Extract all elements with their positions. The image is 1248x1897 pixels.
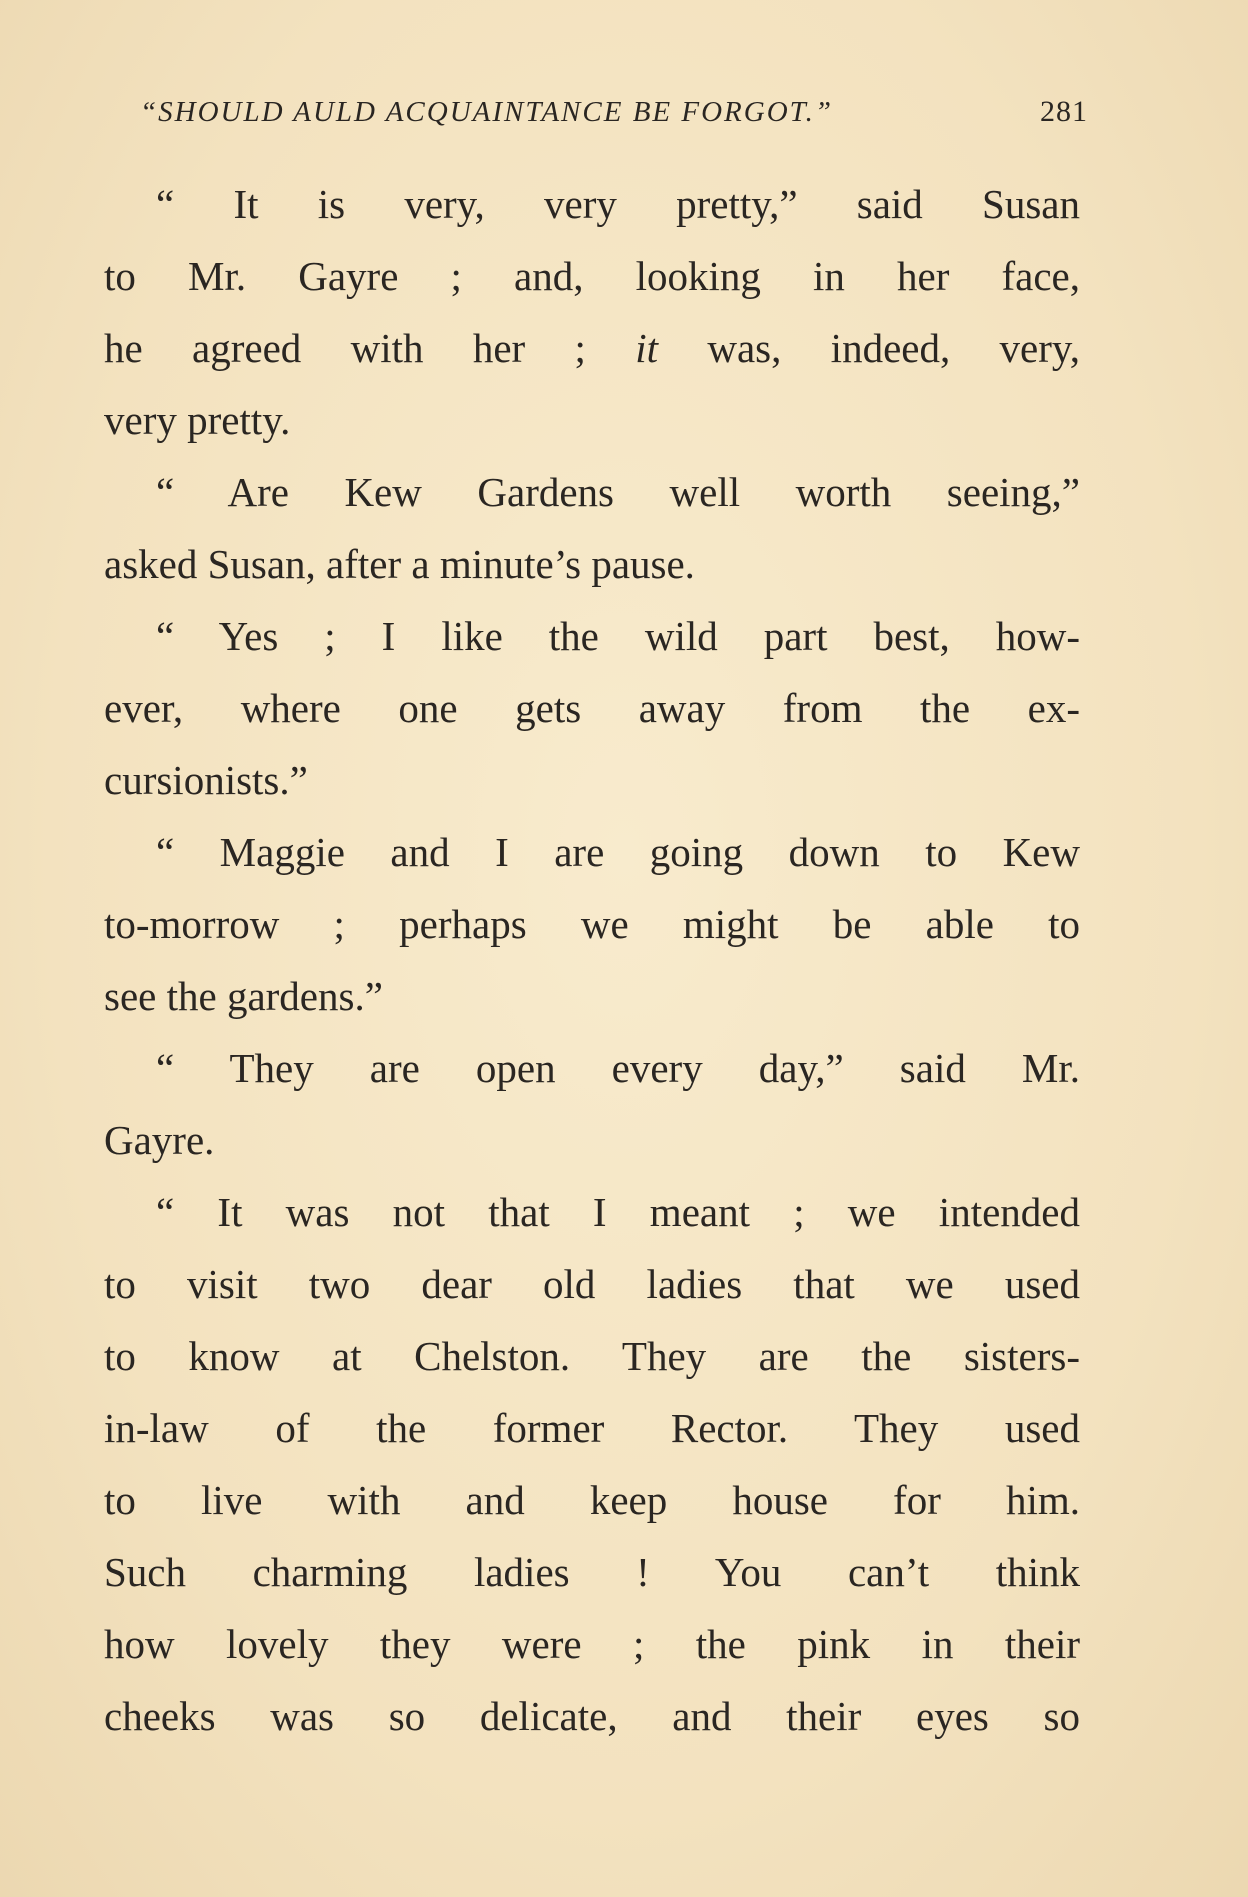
body-text — [104, 168, 1080, 1752]
text-line: to know at Chelston. They are the sisters- — [104, 1333, 1080, 1379]
text-line: how lovely they were ; the pink in their — [104, 1621, 1080, 1667]
text-line: to Mr. Gayre ; and, looking in her face, — [104, 253, 1080, 299]
text-run: he agreed with her ; — [104, 325, 636, 371]
text-line: “ It was not that I meant ; we intended — [156, 1189, 1080, 1235]
text-line: “ Are Kew Gardens well worth seeing,” — [156, 469, 1080, 515]
text-line: Gayre. — [104, 1117, 215, 1163]
text-line: “ Maggie and I are going down to Kew — [156, 829, 1080, 875]
text-line — [104, 312, 1080, 384]
text-line: asked Susan, after a minute’s pause. — [104, 541, 695, 587]
text-line: to live with and keep house for him. — [104, 1477, 1080, 1523]
text-line: cursionists.” — [104, 757, 308, 803]
text-line: in-law of the former Rector. They used — [104, 1405, 1080, 1451]
text-line: “ They are open every day,” said Mr. — [156, 1045, 1080, 1091]
text-line: cheeks was so delicate, and their eyes so — [104, 1693, 1080, 1739]
text-run: was, indeed, very, — [658, 325, 1080, 371]
text-line: “ Yes ; I like the wild part best, how- — [156, 613, 1080, 659]
italic-word: it — [635, 325, 659, 371]
page-number: 281 — [1040, 95, 1088, 128]
text-line: “ It is very, very pretty,” said Susan — [156, 181, 1080, 227]
text-line: to visit two dear old ladies that we used — [104, 1261, 1080, 1307]
text-line: very pretty. — [104, 397, 291, 443]
text-line: to-morrow ; perhaps we might be able to — [104, 901, 1080, 947]
running-head-title: “SHOULD AULD ACQUAINTANCE BE FORGOT.” — [140, 96, 833, 128]
text-line: ever, where one gets away from the ex- — [104, 685, 1080, 731]
text-line: Such charming ladies ! You can’t think — [104, 1549, 1080, 1595]
running-head — [140, 90, 1088, 134]
text-line: see the gardens.” — [104, 973, 383, 1019]
